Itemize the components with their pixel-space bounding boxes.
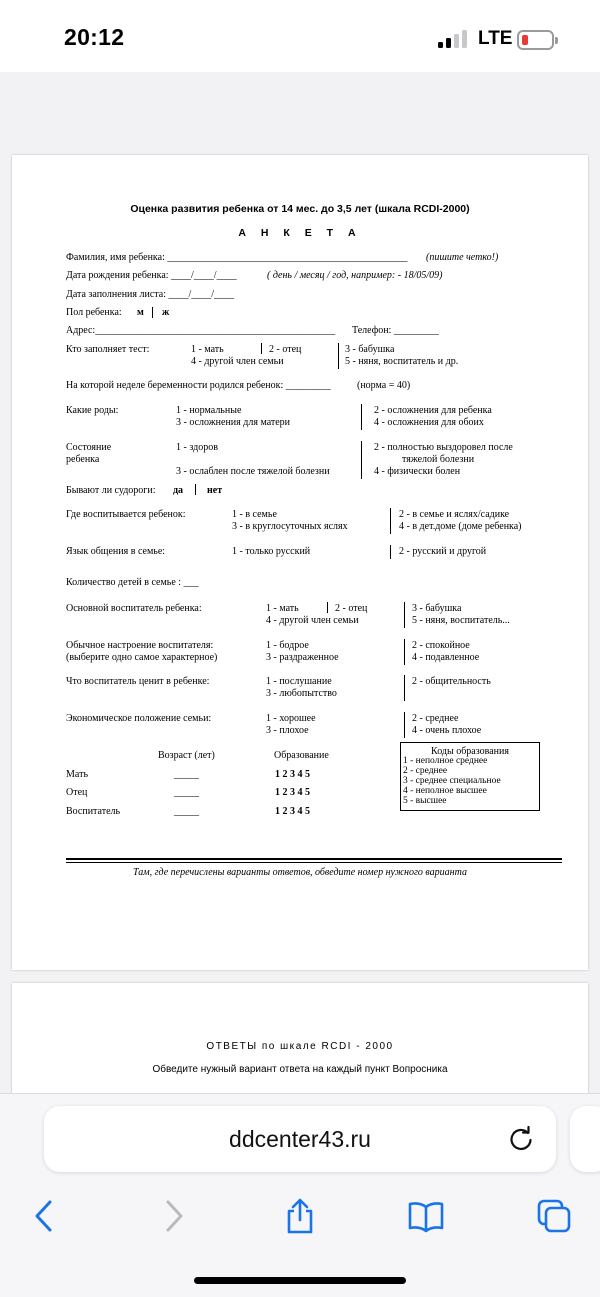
upbringing-option-4: 4 - в дет.доме (доме ребенка) [399,521,522,532]
address-bar[interactable] [44,1106,556,1172]
age-column-header: Возраст (лет) [158,750,215,761]
footer-divider-bottom [66,862,562,863]
caregiver-option-4: 4 - другой член семьи [266,615,359,626]
caregiver-option-5: 5 - няня, воспитатель... [412,615,510,626]
caregiver-label: Основной воспитатель ребенка: [66,603,202,614]
health-option-1: 1 - здоров [176,442,218,453]
upbringing-option-1: 1 - в семье [232,509,277,520]
father-age-blank: _____ [174,787,199,798]
upbringing-option-2: 2 - в семье и яслях/садике [399,509,510,520]
economy-option-4: 4 - очень плохое [412,725,482,736]
health-option-2-cont: тяжелой болезни [402,454,475,465]
caregiver-education-scale: 1 2 3 4 5 [275,806,310,817]
document-page-1 [12,155,588,970]
tabs-icon[interactable] [536,1198,572,1234]
economy-option-3: 3 - плохое [266,725,309,736]
birth-type-option-1: 1 - нормальные [176,405,242,416]
form-subtitle: А Н К Е Т А [238,227,362,239]
mother-age-blank: _____ [174,769,199,780]
url-text: ddcenter43.ru [229,1126,371,1152]
who-option-2: 2 - отец [269,344,302,355]
father-education-scale: 1 2 3 4 5 [275,787,310,798]
week-norm: (норма = 40) [357,380,411,391]
values-option-3: 3 - любопытство [266,688,337,699]
who-label: Кто заполняет тест: [66,344,150,355]
next-tab-peek[interactable] [570,1106,600,1172]
education-code-5: 5 - высшее [403,796,447,806]
upbringing-label: Где воспитывается ребенок: [66,509,186,520]
form-title: Оценка развития ребенка от 14 мес. до 3,5 лет (шкала RCDI-2000) [130,203,470,215]
cellular-signal-icon [438,30,468,48]
birth-type-option-3: 3 - осложнения для матери [176,417,291,428]
reload-icon[interactable] [506,1124,536,1154]
education-codes-title: Коды образования [431,746,509,757]
birth-date-field: Дата рождения ребенка: ____/____/____ [66,270,237,281]
row-father: Отец [66,787,88,798]
who-option-3: 3 - бабушка [345,344,395,355]
birth-type-option-2: 2 - осложнения для ребенка [374,405,492,416]
caregiver-option-1: 1 - мать [266,603,299,614]
name-field: Фамилия, имя ребенка: ________________________________________________ [66,252,408,263]
caregiver-option-2: 2 - отец [335,603,368,614]
children-count-field: Количество детей в семье : ___ [66,577,199,588]
address-field: Адрес:________________________________________________ [66,325,336,336]
share-icon[interactable] [282,1198,318,1234]
footer-divider-top [66,858,562,860]
who-option-5: 5 - няня, воспитатель и др. [345,356,459,367]
education-code-2: 2 - среднее [403,766,448,776]
footer-note: Там, где перечислены варианты ответов, обведите номер нужного варианта [133,867,467,878]
health-option-2: 2 - полностью выздоровел после [374,442,513,453]
answers-instruction: Обведите нужный вариант ответа на каждый пункт Вопросника [152,1064,448,1075]
education-code-3: 3 - среднее специальное [403,776,501,786]
fill-date-field: Дата заполнения листа: ____/____/____ [66,289,235,300]
battery-icon [517,30,554,50]
education-code-4: 4 - неполное высшее [403,786,487,796]
row-caregiver: Воспитатель [66,806,121,817]
mood-option-4: 4 - подавленное [412,652,480,663]
values-option-2: 2 - общительность [412,676,491,687]
seizures-yes: да [173,485,184,496]
row-mother: Мать [66,769,89,780]
who-option-4: 4 - другой член семьи [191,356,284,367]
caregiver-option-3: 3 - бабушка [412,603,462,614]
language-label: Язык общения в семье: [66,546,166,557]
network-type: LTE [478,28,513,49]
bookmarks-icon[interactable] [408,1198,444,1234]
birth-date-note: ( день / месяц / год, например: - 18/05/09) [267,270,443,281]
economy-option-2: 2 - среднее [412,713,459,724]
mood-label-note: (выберите одно самое характерное) [66,652,218,663]
answers-title: ОТВЕТЫ по шкале RCDI - 2000 [206,1041,394,1052]
education-column-header: Образование [274,750,329,761]
phone-field: Телефон: _________ [352,325,439,336]
seizures-label: Бывают ли судороги: [66,485,156,496]
browser-toolbar [0,1093,600,1297]
who-option-1: 1 - мать [191,344,224,355]
week-field: На которой неделе беременности родился ребенок: _________ [66,380,331,391]
mood-label: Обычное настроение воспитателя: [66,640,214,651]
clock: 20:12 [64,24,125,50]
education-code-1: 1 - неполное среднее [403,756,488,766]
mother-education-scale: 1 2 3 4 5 [275,769,310,780]
economy-option-1: 1 - хорошее [266,713,316,724]
mood-option-2: 2 - спокойное [412,640,470,651]
upbringing-option-3: 3 - в круглосуточных яслях [232,521,348,532]
caregiver-age-blank: _____ [174,806,199,817]
home-indicator[interactable] [194,1277,406,1284]
forward-icon[interactable] [156,1198,192,1234]
back-icon[interactable] [26,1198,62,1234]
birth-type-label: Какие роды: [66,405,119,416]
birth-type-option-4: 4 - осложнения для обоих [374,417,484,428]
values-label: Что воспитатель ценит в ребенке: [66,676,210,687]
name-note: (пишите четко!) [426,252,499,263]
seizures-no: нет [207,485,223,496]
language-option-2: 2 - русский и другой [399,546,487,557]
education-codes-box [400,742,540,811]
sex-f: ж [162,307,170,318]
mood-option-1: 1 - бодрое [266,640,309,651]
economy-label: Экономическое положение семьи: [66,713,212,724]
sex-label: Пол ребенка: [66,307,122,318]
status-bar [0,0,600,72]
values-option-1: 1 - послушание [266,676,332,687]
health-label: Состояние [66,442,112,453]
health-option-3: 3 - ослаблен после тяжелой болезни [176,466,330,477]
language-option-1: 1 - только русский [232,546,311,557]
mood-option-3: 3 - раздраженное [266,652,339,663]
health-option-4: 4 - физически болен [374,466,461,477]
health-label-2: ребенка [66,454,100,465]
sex-m: м [137,307,144,318]
